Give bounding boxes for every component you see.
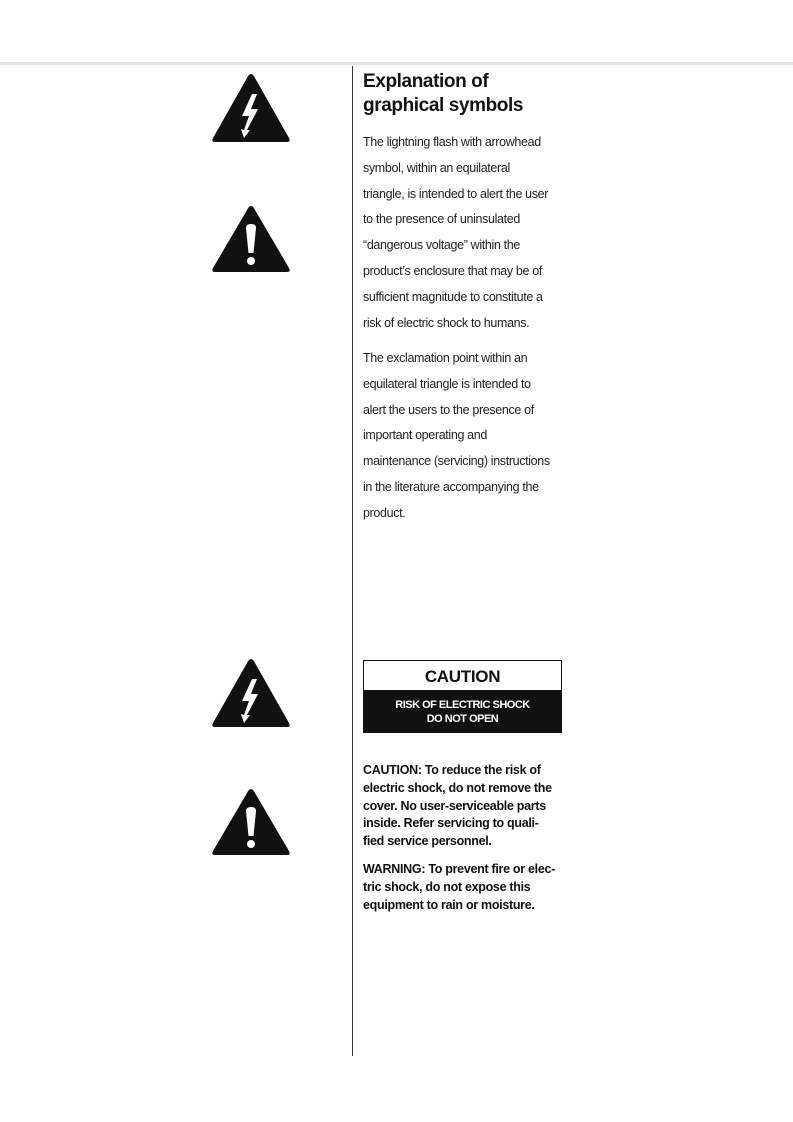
column-divider — [352, 66, 353, 1056]
text-line: maintenance (servicing) instructions — [363, 454, 550, 469]
exclamation-warning-icon — [211, 204, 291, 274]
text-line: triangle, is intended to alert the user — [363, 186, 549, 201]
text-line: The exclamation point within an — [363, 351, 528, 365]
text-line: product. — [363, 505, 406, 520]
section-heading — [363, 70, 563, 118]
caution-band-line: RISK OF ELECTRIC SHOCK — [395, 699, 530, 711]
text-line: fied service personnel. — [363, 834, 492, 849]
text-line: alert the users to the presence of — [363, 402, 534, 417]
heading-line: graphical symbols — [363, 95, 524, 116]
caution-band — [364, 690, 561, 732]
text-line: important operating and — [363, 428, 487, 443]
text-line: product’s enclosure that may be of — [363, 263, 542, 278]
warning-text — [363, 861, 563, 914]
text-line: The lightning flash with arrowhead — [363, 135, 541, 149]
text-line: WARNING: To prevent fire or elec- — [363, 862, 555, 876]
lightning-symbol-explanation — [363, 130, 563, 336]
lightning-warning-icon — [211, 657, 291, 729]
text-line: to the presence of uninsulated — [363, 212, 520, 227]
text-line: equilateral triangle is intended to — [363, 376, 531, 391]
text-line: equipment to rain or moisture. — [363, 897, 535, 912]
exclamation-symbol-explanation — [363, 346, 563, 527]
text-line: risk of electric shock to humans. — [363, 315, 530, 330]
text-line: CAUTION: To reduce the risk of — [363, 763, 541, 777]
exclamation-warning-icon — [211, 787, 291, 857]
lightning-warning-icon — [211, 72, 291, 144]
caution-text — [363, 762, 563, 851]
caution-band-line: DO NOT OPEN — [426, 713, 499, 725]
text-line: electric shock, do not remove the — [363, 780, 552, 795]
text-line: symbol, within an equilateral — [363, 160, 510, 175]
text-line: cover. No user-serviceable parts — [363, 798, 546, 813]
text-line: tric shock, do not expose this — [363, 879, 531, 894]
text-line: sufficient magnitude to constitute a — [363, 289, 543, 304]
text-line: in the literature accompanying the — [363, 479, 539, 494]
top-rule — [0, 62, 793, 65]
text-line: “dangerous voltage” within the — [363, 238, 520, 253]
caution-title: CAUTION — [424, 667, 501, 686]
text-line: inside. Refer servicing to quali- — [363, 816, 539, 831]
heading-line: Explanation of — [363, 71, 489, 92]
caution-label — [363, 660, 562, 733]
